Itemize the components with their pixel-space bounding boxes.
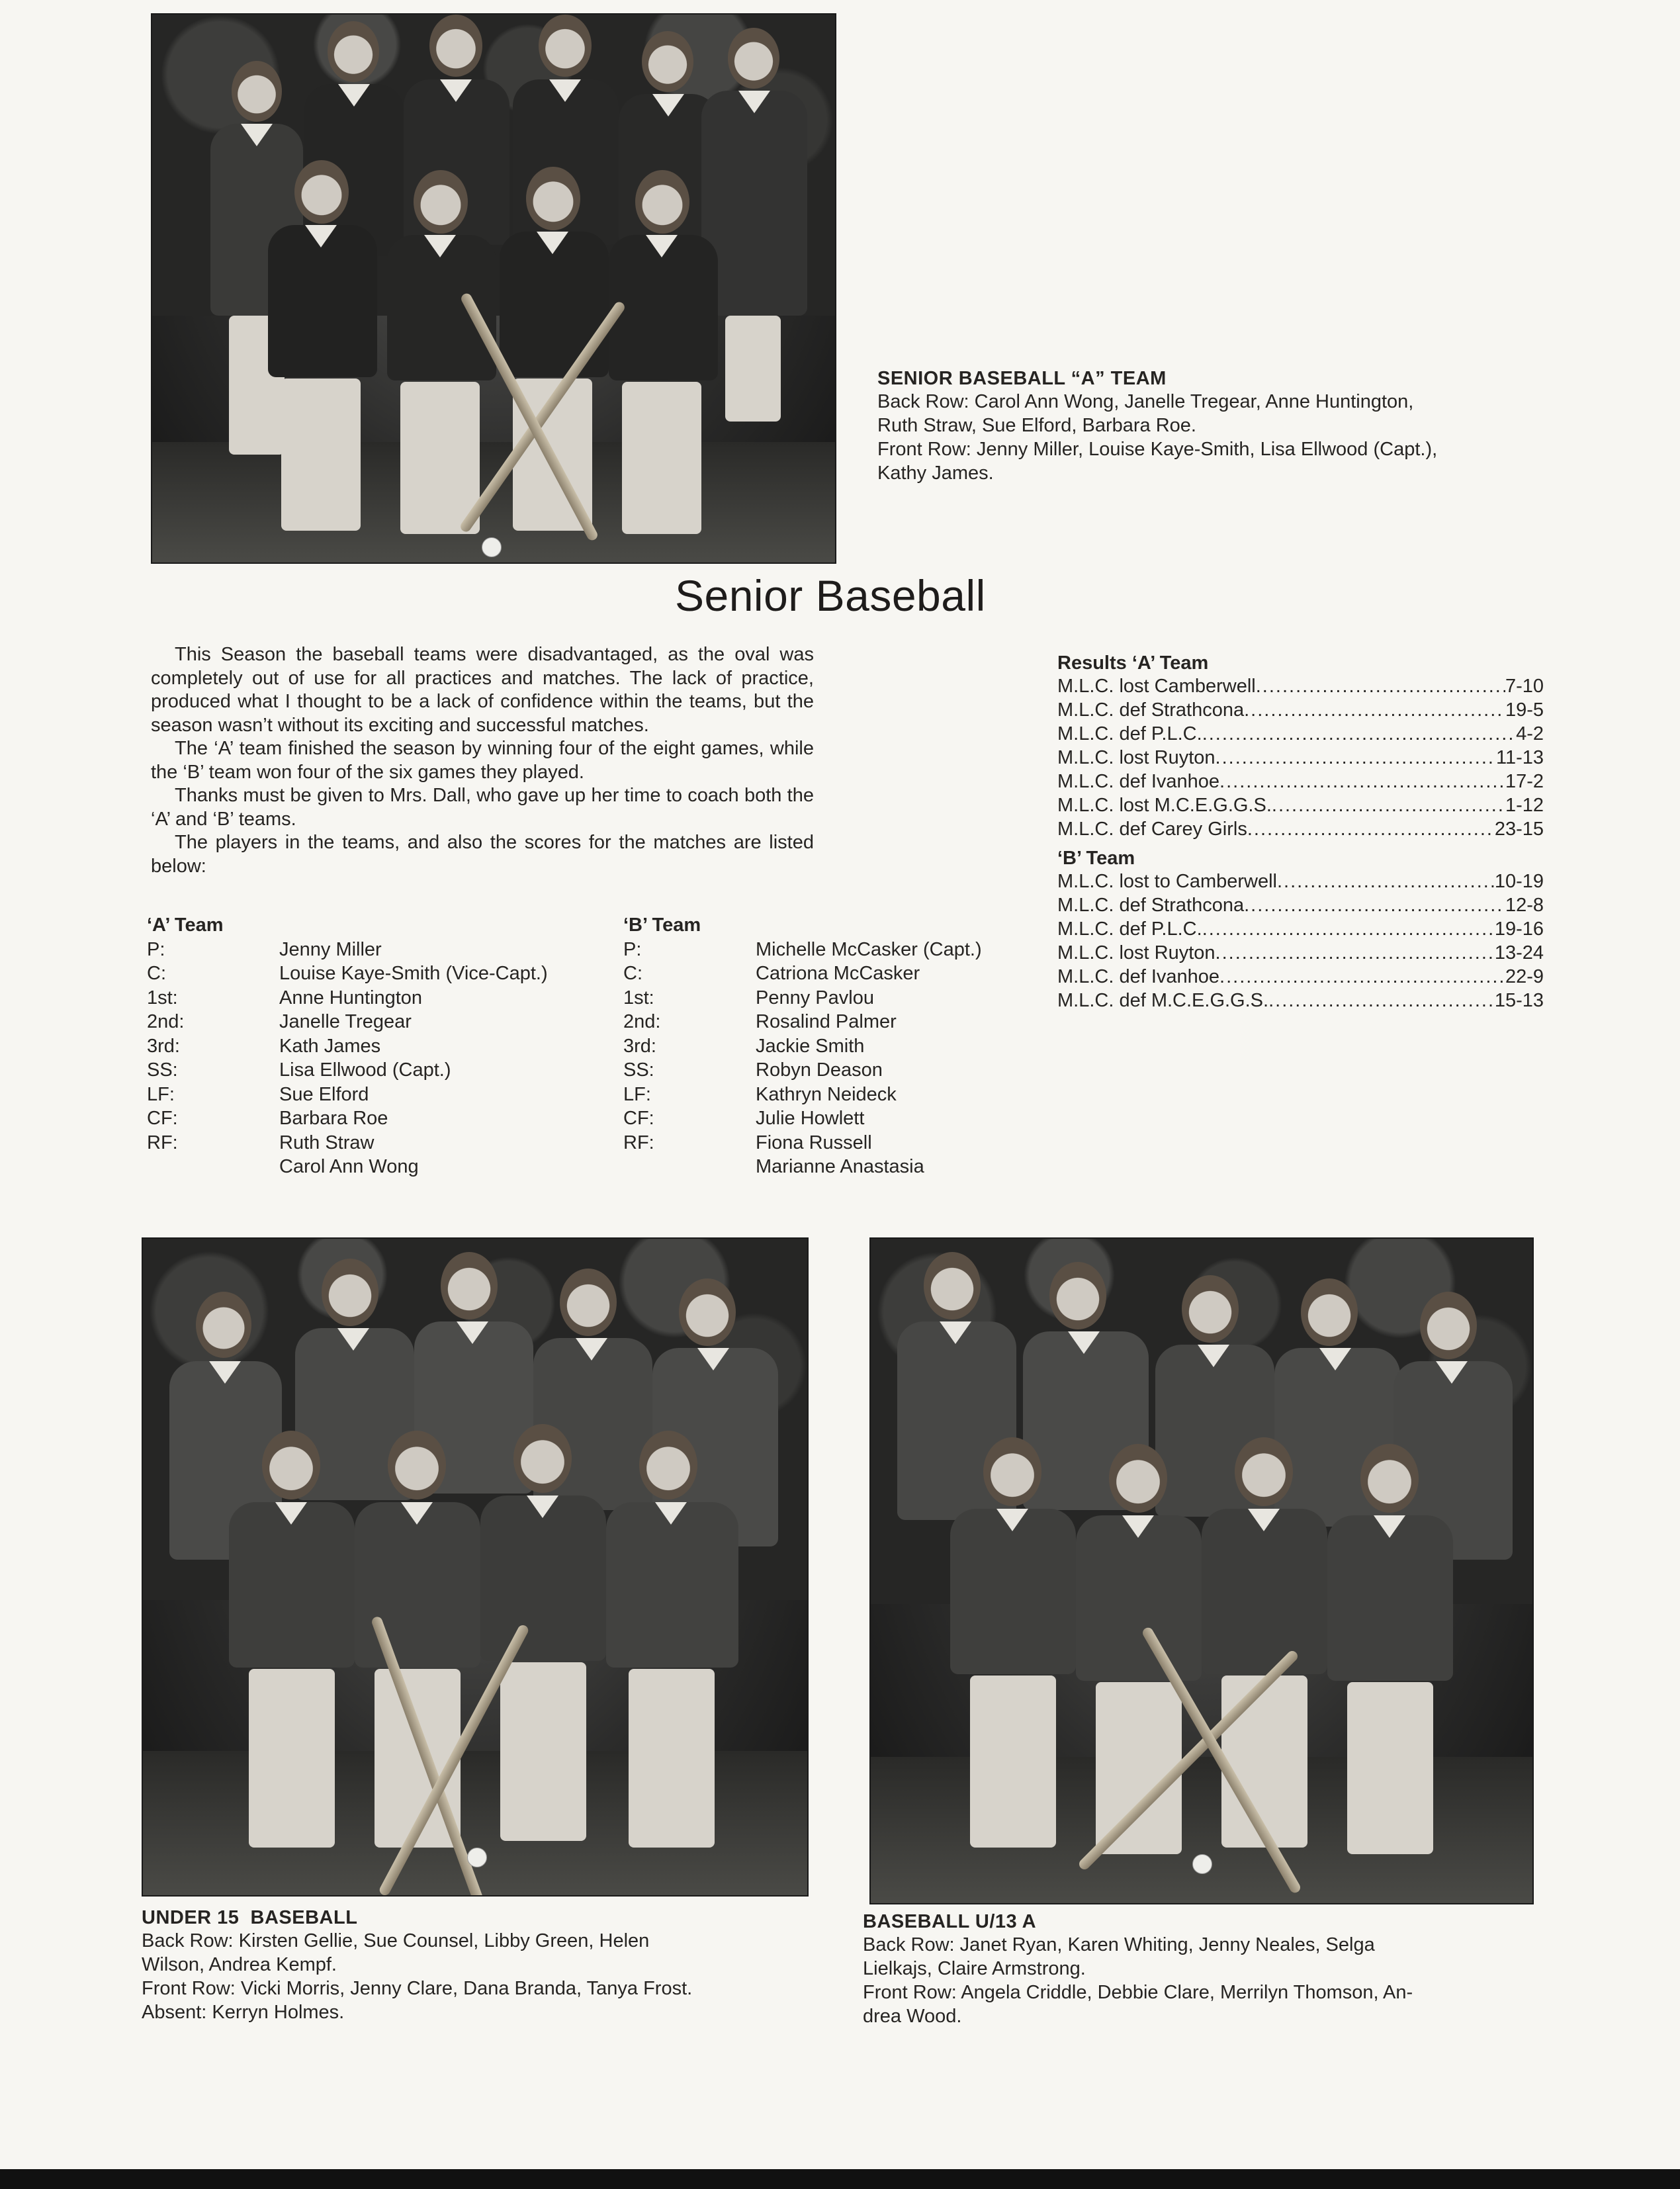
caption-line: Front Row: Jenny Miller, Louise Kaye-Smith, Lisa Ellwood (Capt.),: [877, 439, 1438, 460]
position-label: LF:: [623, 1083, 651, 1105]
caption-title: UNDER 15 BASEBALL: [142, 1907, 358, 1928]
player-name: Jackie Smith: [756, 1035, 865, 1057]
baseball: [467, 1848, 487, 1867]
position-label: SS:: [147, 1059, 178, 1081]
player-name: Marianne Anastasia: [756, 1156, 924, 1177]
result-match: M.L.C. def Ivanhoe: [1057, 966, 1220, 987]
caption-line: drea Wood.: [863, 2006, 962, 2027]
result-score: 11-13: [1495, 747, 1544, 768]
result-match: M.L.C. lost to Camberwell: [1057, 871, 1277, 892]
roster-row: [623, 1010, 1047, 1034]
result-match: M.L.C. def P.L.C.: [1057, 918, 1202, 940]
position-label: [623, 1155, 756, 1179]
result-match: M.L.C. def P.L.C.: [1057, 723, 1202, 744]
position-label: P:: [623, 938, 642, 960]
result-match: M.L.C. def Strathcona: [1057, 895, 1245, 916]
player-name: Sue Elford: [279, 1083, 369, 1105]
result-row: [1057, 817, 1544, 841]
caption-line: Ruth Straw, Sue Elford, Barbara Roe.: [877, 415, 1196, 436]
result-score: 12-8: [1505, 895, 1544, 916]
position-label: C:: [623, 963, 642, 984]
result-row: [1057, 674, 1544, 698]
caption-line: Absent: Kerryn Holmes.: [142, 2002, 345, 2023]
page-heading: Senior Baseball: [675, 571, 986, 620]
u13a-caption: [863, 1911, 1531, 2028]
player-name: Lisa Ellwood (Capt.): [279, 1059, 451, 1081]
position-label: SS:: [623, 1059, 654, 1081]
result-row: [1057, 770, 1544, 793]
result-score: 15-13: [1494, 990, 1544, 1011]
baseball: [1192, 1854, 1212, 1874]
result-row: [1057, 893, 1544, 917]
article-paragraph: The players in the teams, and also the scores for the matches are listed below:: [151, 832, 814, 877]
caption-line: Front Row: Angela Criddle, Debbie Clare, Merrilyn Thomson, An-: [863, 1982, 1413, 2003]
baseball: [482, 537, 502, 557]
roster-row: [147, 1083, 623, 1107]
article-paragraph: This Season the baseball teams were disadvantaged, as the oval was completely out of use for all practices and matches. The lack of practice, produced what I thought to be a lack of confidence within the teams, but the season wasn’t without its exciting and successful matches.: [151, 644, 814, 736]
caption-line: Back Row: Carol Ann Wong, Janelle Tregear, Anne Huntington,: [877, 391, 1414, 412]
roster-row: [147, 961, 623, 986]
team-b-title: ‘B’ Team: [623, 915, 701, 936]
roster-row: [147, 1155, 623, 1179]
result-match: M.L.C. def Ivanhoe: [1057, 771, 1220, 792]
player-name: Penny Pavlou: [756, 987, 874, 1008]
team-a-roster: [147, 913, 623, 1179]
roster-row: [623, 938, 1047, 962]
player-name: Ruth Straw: [279, 1132, 375, 1153]
caption-line: Kathy James.: [877, 463, 994, 484]
position-label: RF:: [147, 1132, 178, 1153]
result-score: 4-2: [1516, 723, 1544, 744]
senior-a-team-photo: [151, 13, 836, 564]
player-name: Louise Kaye-Smith (Vice-Capt.): [279, 963, 548, 984]
roster-row: [147, 1131, 623, 1155]
player-name: Kath James: [279, 1035, 381, 1057]
roster-row: [147, 1010, 623, 1034]
result-row: [1057, 722, 1544, 746]
roster-row: [623, 986, 1047, 1010]
position-label: 3rd:: [147, 1035, 180, 1057]
result-match: M.L.C. def M.C.E.G.G.S.: [1057, 990, 1269, 1011]
result-score: 19-5: [1505, 699, 1544, 721]
position-label: CF:: [623, 1108, 654, 1129]
roster-row: [623, 1058, 1047, 1083]
result-match: M.L.C. lost Camberwell: [1057, 676, 1256, 697]
roster-row: [623, 1106, 1047, 1131]
roster-row: [147, 938, 623, 962]
player-name: Rosalind Palmer: [756, 1011, 897, 1032]
roster-row: [623, 1155, 1047, 1179]
under15-team-photo: [142, 1237, 809, 1897]
caption-line: Back Row: Kirsten Gellie, Sue Counsel, Libby Green, Helen: [142, 1930, 650, 1951]
player-name: Barbara Roe: [279, 1108, 388, 1129]
roster-row: [147, 986, 623, 1010]
position-label: 2nd:: [623, 1011, 661, 1032]
position-label: P:: [147, 938, 165, 960]
roster-row: [147, 1058, 623, 1083]
player-name: Janelle Tregear: [279, 1011, 412, 1032]
roster-row: [623, 1083, 1047, 1107]
caption-line: Wilson, Andrea Kempf.: [142, 1954, 337, 1975]
team-a-title: ‘A’ Team: [147, 915, 224, 936]
results-a-title: Results ‘A’ Team: [1057, 652, 1209, 674]
caption-line: Front Row: Vicki Morris, Jenny Clare, Dana Branda, Tanya Frost.: [142, 1978, 693, 1999]
caption-line: Lielkajs, Claire Armstrong.: [863, 1958, 1086, 1979]
position-label: CF:: [147, 1108, 178, 1129]
result-match: M.L.C. lost Ruyton: [1057, 942, 1216, 963]
result-row: [1057, 989, 1544, 1012]
result-score: 19-16: [1494, 918, 1544, 940]
result-row: [1057, 941, 1544, 965]
caption-line: Back Row: Janet Ryan, Karen Whiting, Jenny Neales, Selga: [863, 1934, 1375, 1955]
player-name: Fiona Russell: [756, 1132, 872, 1153]
position-label: [147, 1155, 279, 1179]
roster-row: [147, 1034, 623, 1059]
result-row: [1057, 965, 1544, 989]
under15-caption: [142, 1907, 810, 2024]
senior-a-caption: [877, 368, 1566, 485]
position-label: 2nd:: [147, 1011, 185, 1032]
position-label: C:: [147, 963, 166, 984]
player-name: Anne Huntington: [279, 987, 423, 1008]
player-name: Catriona McCasker: [756, 963, 920, 984]
result-row: [1057, 698, 1544, 722]
team-b-roster: [623, 913, 1047, 1179]
player-name: Julie Howlett: [756, 1108, 865, 1129]
caption-title: BASEBALL U/13 A: [863, 1911, 1037, 1932]
position-label: RF:: [623, 1132, 654, 1153]
position-label: 1st:: [147, 987, 178, 1008]
article-paragraph: The ‘A’ team finished the season by winning four of the eight games, while the ‘B’ team won four of the six games they played.: [151, 738, 814, 783]
result-score: 13-24: [1494, 942, 1544, 963]
result-match: M.L.C. def Carey Girls: [1057, 819, 1247, 840]
article-body: [151, 643, 814, 878]
result-row: [1057, 746, 1544, 770]
result-score: 23-15: [1494, 819, 1544, 840]
article-paragraph: Thanks must be given to Mrs. Dall, who gave up her time to coach both the ‘A’ and ‘B’ teams.: [151, 785, 814, 830]
player-name: Michelle McCasker (Capt.): [756, 938, 982, 960]
roster-row: [623, 1131, 1047, 1155]
result-match: M.L.C. lost Ruyton: [1057, 747, 1216, 768]
result-match: M.L.C. def Strathcona: [1057, 699, 1245, 721]
roster-row: [147, 1106, 623, 1131]
position-label: LF:: [147, 1083, 175, 1105]
result-row: [1057, 793, 1544, 817]
results-b-title: ‘B’ Team: [1057, 848, 1135, 869]
roster-row: [623, 1034, 1047, 1059]
roster-row: [623, 961, 1047, 986]
result-match: M.L.C. lost M.C.E.G.G.S.: [1057, 795, 1272, 816]
result-score: 17-2: [1505, 771, 1544, 792]
position-label: 3rd:: [623, 1035, 656, 1057]
result-row: [1057, 870, 1544, 893]
player-name: Carol Ann Wong: [279, 1156, 419, 1177]
result-score: 7-10: [1505, 676, 1544, 697]
u13a-team-photo: [869, 1237, 1534, 1904]
result-row: [1057, 917, 1544, 941]
result-score: 22-9: [1505, 966, 1544, 987]
player-name: Kathryn Neideck: [756, 1083, 897, 1105]
results-panel: [1057, 652, 1544, 1012]
player-name: Jenny Miller: [279, 938, 382, 960]
scan-border: [0, 2169, 1680, 2189]
caption-title: SENIOR BASEBALL “A” TEAM: [877, 368, 1167, 389]
player-name: Robyn Deason: [756, 1059, 883, 1081]
result-score: 10-19: [1494, 871, 1544, 892]
result-score: 1-12: [1505, 795, 1544, 816]
position-label: 1st:: [623, 987, 654, 1008]
